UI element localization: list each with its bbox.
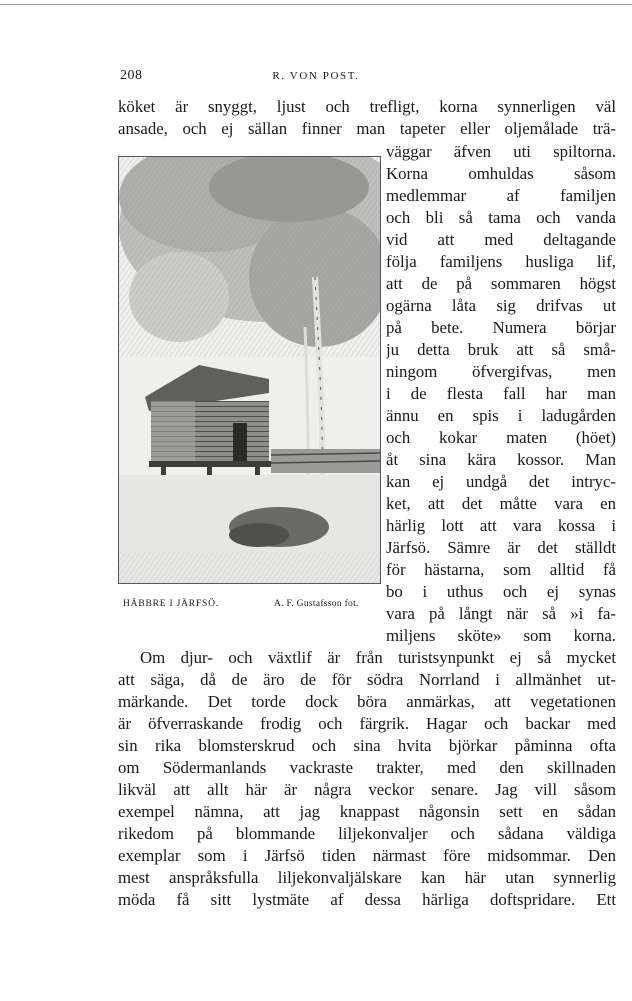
text-line: ket, att det måtte vara en	[386, 494, 616, 513]
text-line: och kokar maten (höet)	[386, 428, 616, 447]
text-line: likväl att allt här är några veckor senare. Jag vill såsom	[118, 780, 616, 799]
text-line: ogärna låta sig drifvas ut	[386, 296, 616, 315]
text-line: miljens sköte» som korna.	[386, 626, 616, 645]
top-rule	[0, 4, 632, 5]
text-line: möda få sitt lystmäte af dessa härliga doftspridare. Ett	[118, 890, 616, 909]
text-line: mest anspråksfulla liljekonvaljälskare kan här utan synnerlig	[118, 868, 616, 887]
text-line: vara på långt när så »i fa-	[386, 604, 616, 623]
text-line: ansade, och ej sällan finner man tapeter eller oljemålade trä-	[118, 119, 616, 138]
text-line: på bete. Numera börjar	[386, 318, 616, 337]
text-line: bo i uthus och ej synas	[386, 582, 616, 601]
text-line: ju detta bruk att så små-	[386, 340, 616, 359]
page-number: 208	[120, 68, 143, 83]
text-line: att de på sommaren högst	[386, 274, 616, 293]
running-head: R. VON POST.	[272, 70, 360, 82]
text-line: köket är snyggt, ljust och trefligt, korna synnerligen väl	[118, 97, 616, 116]
text-line: kan ej undgå det intryc-	[386, 472, 616, 491]
text-line: följa familjens husliga lif,	[386, 252, 616, 271]
text-line: att säga, då de äro de för södra Norrland i allmänhet ut-	[118, 670, 616, 689]
text-line: sin rika blomsterskrud och sina hvita björkar påminna ofta	[118, 736, 616, 755]
text-line: ännu en spis i ladugården	[386, 406, 616, 425]
text-line: ningom öfvergifvas, men	[386, 362, 616, 381]
figure-caption: HÄBBRE I JÄRFSÖ.	[123, 599, 219, 609]
text-line: om Södermanlands vackraste trakter, med den skillnaden	[118, 758, 616, 777]
text-line: exempel nämna, att jag knappast någonsin sett en sådan	[118, 802, 616, 821]
tree-foliage	[119, 157, 380, 357]
text-line: är öfverraskande frodig och färgrik. Hagar och backar med	[118, 714, 616, 733]
text-line: märkande. Det torde dock böra anmärkas, att vegetationen	[118, 692, 616, 711]
text-line: för hästarna, som alltid få	[386, 560, 616, 579]
text-line: Om djur- och växtlif är från turistsynpunkt ej så mycket	[140, 648, 616, 667]
text-line: åt sina kära kossor. Man	[386, 450, 616, 469]
photo-credit: A. F. Gustafsson fot.	[274, 599, 359, 609]
text-line: exemplar som i Järfsö tiden närmast före midsommar. Den	[118, 846, 616, 865]
text-line: väggar äfven uti spiltorna.	[386, 142, 616, 161]
text-line: vid att med deltagande	[386, 230, 616, 249]
text-line: härlig lott att vara kossa i	[386, 516, 616, 535]
text-line: och bli så tama och vanda	[386, 208, 616, 227]
text-line: Järfsö. Sämre är det ställdt	[386, 538, 616, 557]
text-line: Korna omhuldas såsom	[386, 164, 616, 183]
photograph-storehouse	[118, 156, 381, 584]
text-line: medlemmar af familjen	[386, 186, 616, 205]
fence	[271, 449, 380, 473]
text-line: rikedom på blommande liljekonvaljer och sådana väldiga	[118, 824, 616, 843]
photo-illustration	[119, 157, 380, 583]
text-line: i de flesta fall har man	[386, 384, 616, 403]
